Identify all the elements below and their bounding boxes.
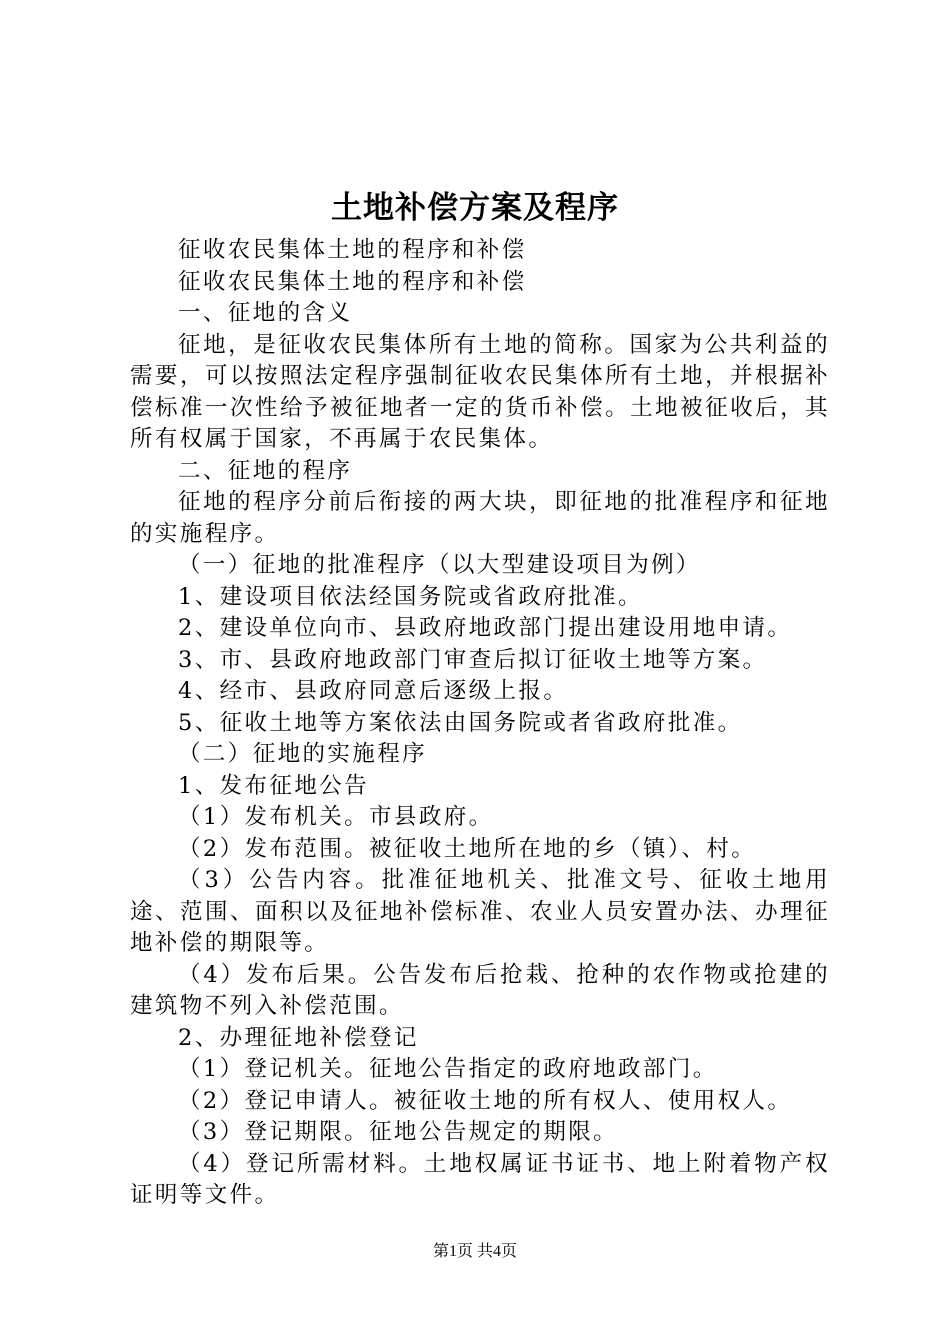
section-heading: 二、征地的程序 — [178, 457, 353, 484]
list-item: （3）登记期限。征地公告规定的期限。 — [178, 1119, 619, 1145]
list-item: 5、征收土地等方案依法由国务院或者省政府批准。 — [178, 709, 743, 736]
list-item: （4）登记所需材料。土地权属证书证书、地上附着物产权证明等文件。 — [130, 1150, 830, 1208]
list-item: （4）发布后果。公告发布后抢栽、抢种的农作物或抢建的建筑物不列入补偿范围。 — [130, 961, 830, 1019]
subsection-heading: （二）征地的实施程序 — [178, 741, 428, 767]
list-item: 1、发布征地公告 — [178, 772, 370, 799]
paragraph: 征收农民集体土地的程序和补偿 — [178, 237, 527, 263]
subsection-heading: （一）征地的批准程序（以大型建设项目为例） — [178, 552, 701, 578]
paragraph: 征收农民集体土地的程序和补偿 — [178, 268, 527, 295]
list-item: 2、建设单位向市、县政府地政部门提出建设用地申请。 — [178, 615, 793, 641]
list-item: （2）登记申请人。被征收土地的所有权人、使用权人。 — [178, 1087, 793, 1114]
list-item: （1）发布机关。市县政府。 — [178, 804, 494, 830]
list-item: 4、经市、县政府同意后逐级上报。 — [178, 678, 569, 704]
page-number: 第1页 共4页 — [432, 1243, 517, 1260]
paragraph: 征地，是征收农民集体所有土地的简称。国家为公共利益的需要，可以按照法定程序强制征收农民集体所有土地，并根据补偿标准一次性给予被征地者一定的货币补偿。土地被征收后，其所有权属于国家，不再属于农民集体。 — [130, 331, 830, 452]
document-title: 土地补偿方案及程序 — [331, 190, 619, 226]
list-item: 1、建设项目依法经国务院或省政府批准。 — [178, 583, 643, 610]
list-item: 2、办理征地补偿登记 — [178, 1024, 419, 1051]
paragraph: 征地的程序分前后衔接的两大块，即征地的批准程序和征地的实施程序。 — [130, 489, 830, 547]
list-item: （3）公告内容。批准征地机关、批准文号、征收土地用途、范围、面积以及征地补偿标准、农业人员安置办法、办理征地补偿的期限等。 — [130, 867, 830, 956]
section-heading: 一、征地的含义 — [178, 300, 353, 326]
document-body — [130, 235, 830, 1212]
list-item: 3、市、县政府地政部门审查后拟订征收土地等方案。 — [178, 646, 768, 673]
list-item: （2）发布范围。被征收土地所在地的乡（镇）、村。 — [178, 835, 757, 862]
list-item: （1）登记机关。征地公告指定的政府地政部门。 — [178, 1056, 718, 1082]
